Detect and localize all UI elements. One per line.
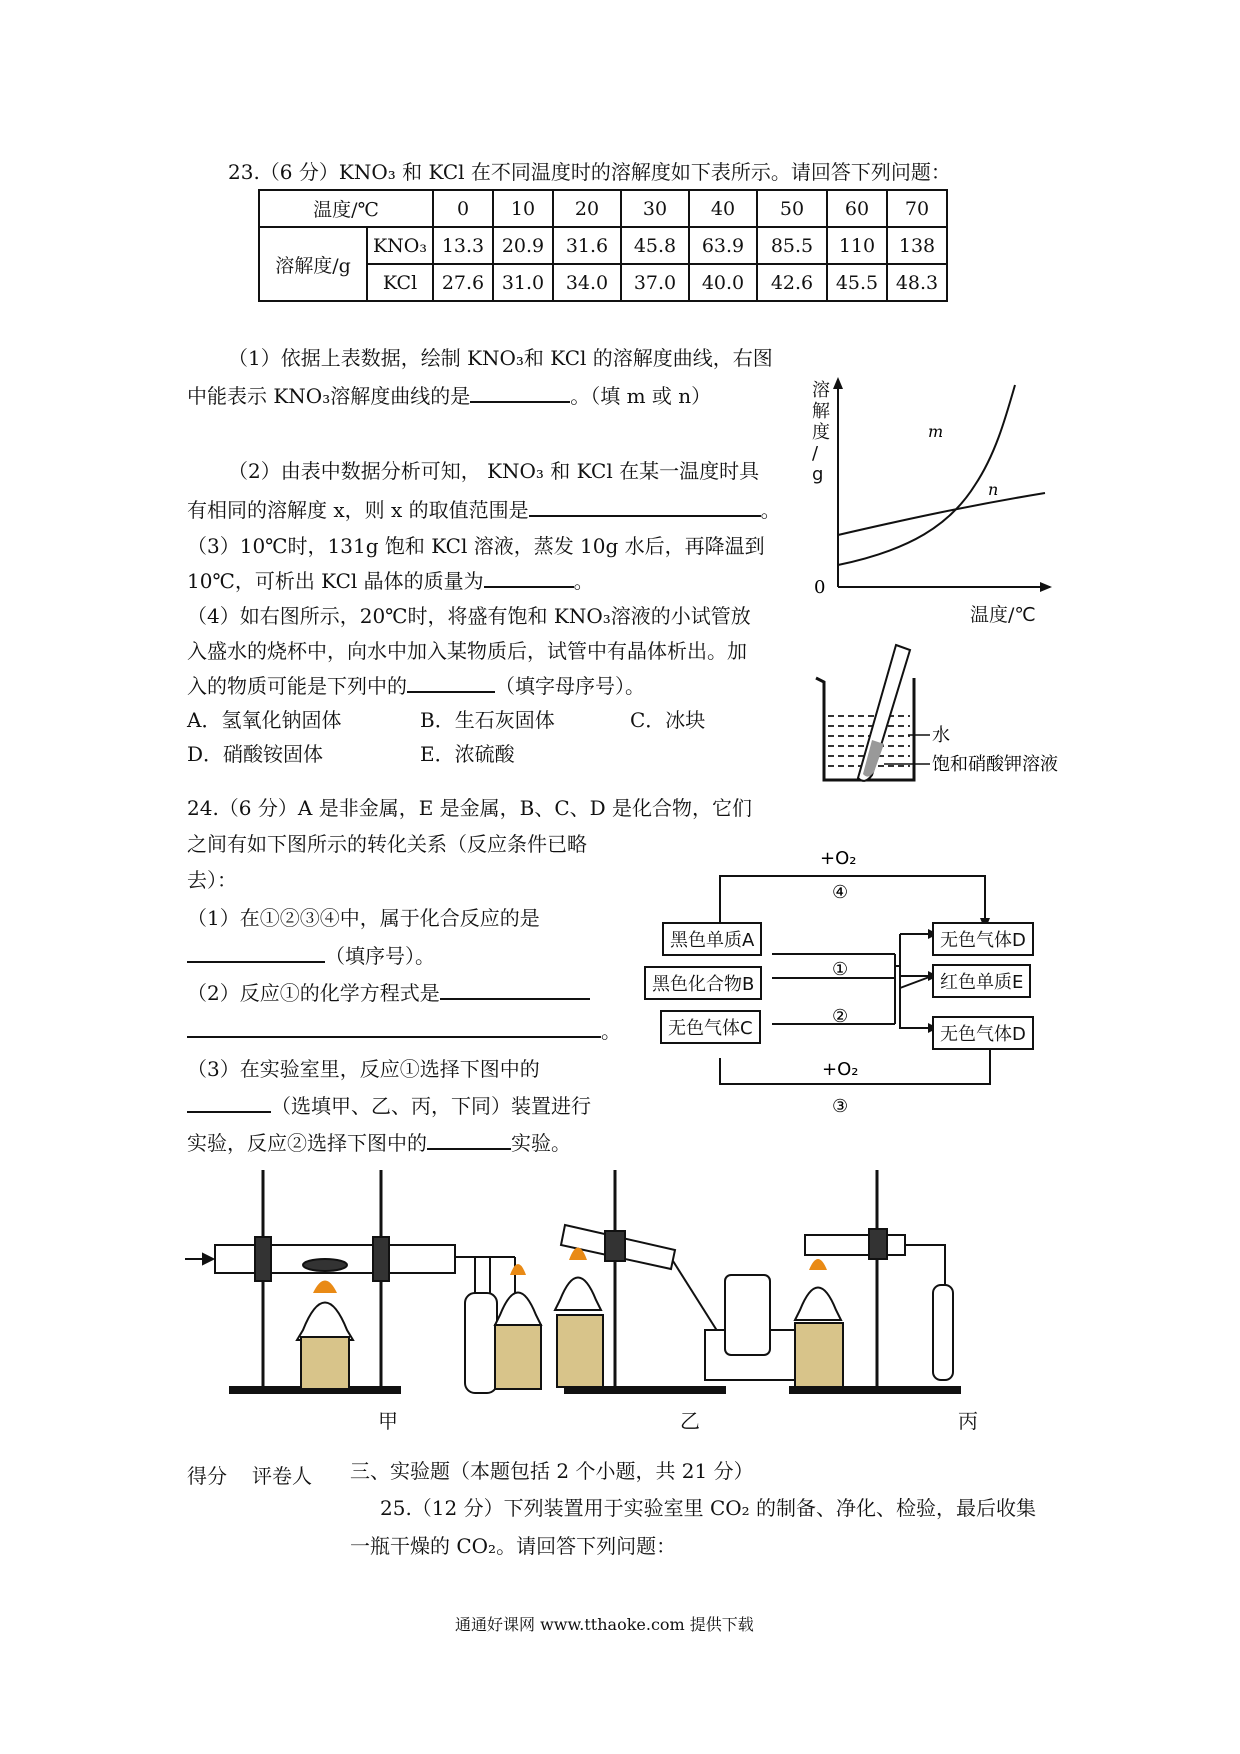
score-label: 得分 [187, 1464, 227, 1488]
curve-n-label: n [988, 480, 999, 499]
table-sol-label: 溶解度/g [259, 227, 367, 301]
table-cell: 37.0 [621, 264, 689, 301]
node-colorless-gas-c: 无色气体C [660, 1010, 761, 1044]
q23-p4-suffix: （填字母序号）。 [495, 674, 645, 698]
q23-p3-text: 10℃，可析出 KCl 晶体的质量为 [187, 569, 484, 593]
answer-blank [529, 495, 761, 517]
beaker-figure [810, 640, 1070, 790]
origin-label: 0 [814, 577, 826, 598]
table-cell: 27.6 [433, 264, 493, 301]
table-cell: 85.5 [757, 227, 827, 264]
top-o2-label: +O₂ [820, 848, 857, 869]
y-label-char: 解 [812, 401, 830, 422]
q24-p2-line1 [187, 977, 590, 1006]
curve-n [838, 493, 1045, 535]
q24-line1: 24.（6 分）A 是非金属，E 是金属，B、C、D 是化合物，它们 [187, 796, 753, 820]
table-temp-cell: 20 [553, 190, 621, 227]
node-red-element-e: 红色单质E [932, 964, 1031, 998]
q24-line2: 之间有如下图所示的转化关系（反应条件已略 [187, 832, 587, 856]
q24-p3-text: （选填甲、乙、丙，下同）装置进行 [271, 1094, 591, 1118]
q25-line1: 25.（12 分）下列装置用于实验室里 CO₂ 的制备、净化、检验，最后收集 [380, 1496, 1037, 1520]
table-temp-cell: 50 [757, 190, 827, 227]
table-cell: 138 [887, 227, 947, 264]
q24-p3-line2 [187, 1090, 591, 1119]
table-temp-cell: 40 [689, 190, 757, 227]
q24-p3-suffix: 实验。 [511, 1131, 571, 1155]
y-label-char: g [812, 464, 824, 485]
q23-p2-text: 有相同的溶解度 x，则 x 的取值范围是 [187, 498, 529, 522]
q23-p4-line3 [187, 670, 645, 699]
table-temp-cell: 10 [493, 190, 553, 227]
table-cell: 40.0 [689, 264, 757, 301]
table-cell: 45.5 [827, 264, 887, 301]
q23-p1-text: 中能表示 KNO₃溶解度曲线的是 [187, 384, 471, 408]
q24-p1-suffix: （填序号）。 [325, 944, 435, 968]
answer-blank [427, 1128, 511, 1150]
curve-m-label: m [928, 422, 944, 441]
apparatus-jia [185, 1170, 541, 1393]
section3-title: 三、实验题（本题包括 2 个小题，共 21 分） [350, 1459, 754, 1483]
table-cell: 13.3 [433, 227, 493, 264]
q24-p2-line2 [187, 1015, 621, 1044]
q24-p3-line3 [187, 1127, 571, 1156]
label-yi: 乙 [680, 1409, 700, 1433]
apparatus-bing [790, 1170, 960, 1393]
q23-p4-line1: （4）如右图所示，20℃时，将盛有饱和 KNO₃溶液的小试管放 [187, 604, 751, 628]
q25-line2: 一瓶干燥的 CO₂。请回答下列问题： [350, 1534, 677, 1558]
solubility-table [258, 189, 948, 302]
y-label-char: 溶 [812, 380, 830, 401]
grader-label: 评卷人 [252, 1464, 312, 1488]
q24-p3-line1: （3）在实验室里，反应①选择下图中的 [187, 1057, 540, 1081]
q23-p4-line2: 入盛水的烧杯中，向水中加入某物质后，试管中有晶体析出。加 [187, 639, 747, 663]
option-e: E．浓硫酸 [420, 742, 515, 766]
q24-p1-line1: （1）在①②③④中，属于化合反应的是 [187, 906, 540, 930]
table-row-name: KCl [367, 264, 433, 301]
q23-p3-suffix: 。 [573, 569, 594, 593]
node-colorless-gas-d-bottom: 无色气体D [932, 1016, 1034, 1050]
table-cell: 42.6 [757, 264, 827, 301]
label-bing: 丙 [958, 1409, 978, 1433]
table-temp-cell: 60 [827, 190, 887, 227]
q24-p1-line2 [187, 940, 435, 969]
num-1: ① [832, 959, 849, 980]
answer-blank [484, 566, 574, 588]
table-cell: 63.9 [689, 227, 757, 264]
table-row-name: KNO₃ [367, 227, 433, 264]
table-cell: 31.6 [553, 227, 621, 264]
q23-p3-line2 [187, 565, 594, 594]
q23-p2-line2 [187, 494, 781, 523]
table-temp-cell: 30 [621, 190, 689, 227]
table-cell: 20.9 [493, 227, 553, 264]
x-axis-label: 温度/℃ [970, 604, 1036, 626]
option-c: C．冰块 [630, 708, 706, 732]
node-black-compound-b: 黑色化合物B [644, 966, 762, 1000]
answer-blank [470, 381, 570, 403]
answer-blank [440, 978, 590, 1000]
answer-blank [187, 941, 325, 963]
q24-p2-suffix: 。 [601, 1019, 621, 1043]
table-temp-cell: 0 [433, 190, 493, 227]
table-cell: 48.3 [887, 264, 947, 301]
table-cell: 45.8 [621, 227, 689, 264]
apparatus-figures [185, 1165, 1085, 1405]
num-4: ④ [832, 882, 849, 903]
q23-p3-line1: （3）10℃时，131g 饱和 KCl 溶液，蒸发 10g 水后，再降温到 [187, 534, 765, 558]
q23-p1-line2 [187, 380, 711, 409]
q23-p1-line1: （1）依据上表数据，绘制 KNO₃和 KCl 的溶解度曲线，右图 [228, 346, 773, 370]
y-label-char: / [812, 443, 819, 464]
q24-p3-text3: 实验，反应②选择下图中的 [187, 1131, 427, 1155]
q23-p2-line1: （2）由表中数据分析可知， KNO₃ 和 KCl 在某一温度时具 [228, 459, 760, 483]
table-cell: 110 [827, 227, 887, 264]
table-cell: 31.0 [493, 264, 553, 301]
curve-m [838, 385, 1015, 565]
y-axis-label [812, 380, 834, 485]
q23-p2-suffix: 。 [760, 498, 781, 522]
node-colorless-gas-d-top: 无色气体D [932, 922, 1034, 956]
answer-blank [187, 1091, 271, 1113]
answer-blank [187, 1016, 601, 1038]
num-2: ② [832, 1006, 849, 1027]
q23-header: 23.（6 分）KNO₃ 和 KCl 在不同温度时的溶解度如下表所示。请回答下列问题： [228, 160, 951, 184]
footer-text: 通通好课网 www.tthaoke.com 提供下载 [455, 1615, 754, 1634]
q23-p1-suffix: 。（填 m 或 n） [570, 384, 712, 408]
y-label-char: 度 [812, 422, 830, 443]
node-black-element-a: 黑色单质A [662, 922, 762, 956]
label-jia: 甲 [378, 1409, 398, 1433]
table-temp-label: 温度/℃ [259, 190, 433, 227]
apparatus-yi [555, 1170, 795, 1393]
table-cell: 34.0 [553, 264, 621, 301]
label-solution: 饱和硝酸钾溶液 [932, 754, 1058, 775]
num-3: ③ [832, 1096, 849, 1117]
q24-line3: 去）： [187, 868, 237, 892]
answer-blank [407, 671, 495, 693]
label-water: 水 [932, 725, 950, 746]
q23-p4-text: 入的物质可能是下列中的 [187, 674, 407, 698]
option-d: D．硝酸铵固体 [187, 742, 324, 766]
q24-p2-text: （2）反应①的化学方程式是 [187, 981, 440, 1005]
option-a: A．氢氧化钠固体 [187, 708, 342, 732]
option-b: B．生石灰固体 [420, 708, 555, 732]
table-temp-cell: 70 [887, 190, 947, 227]
bottom-o2-label: +O₂ [822, 1059, 859, 1080]
